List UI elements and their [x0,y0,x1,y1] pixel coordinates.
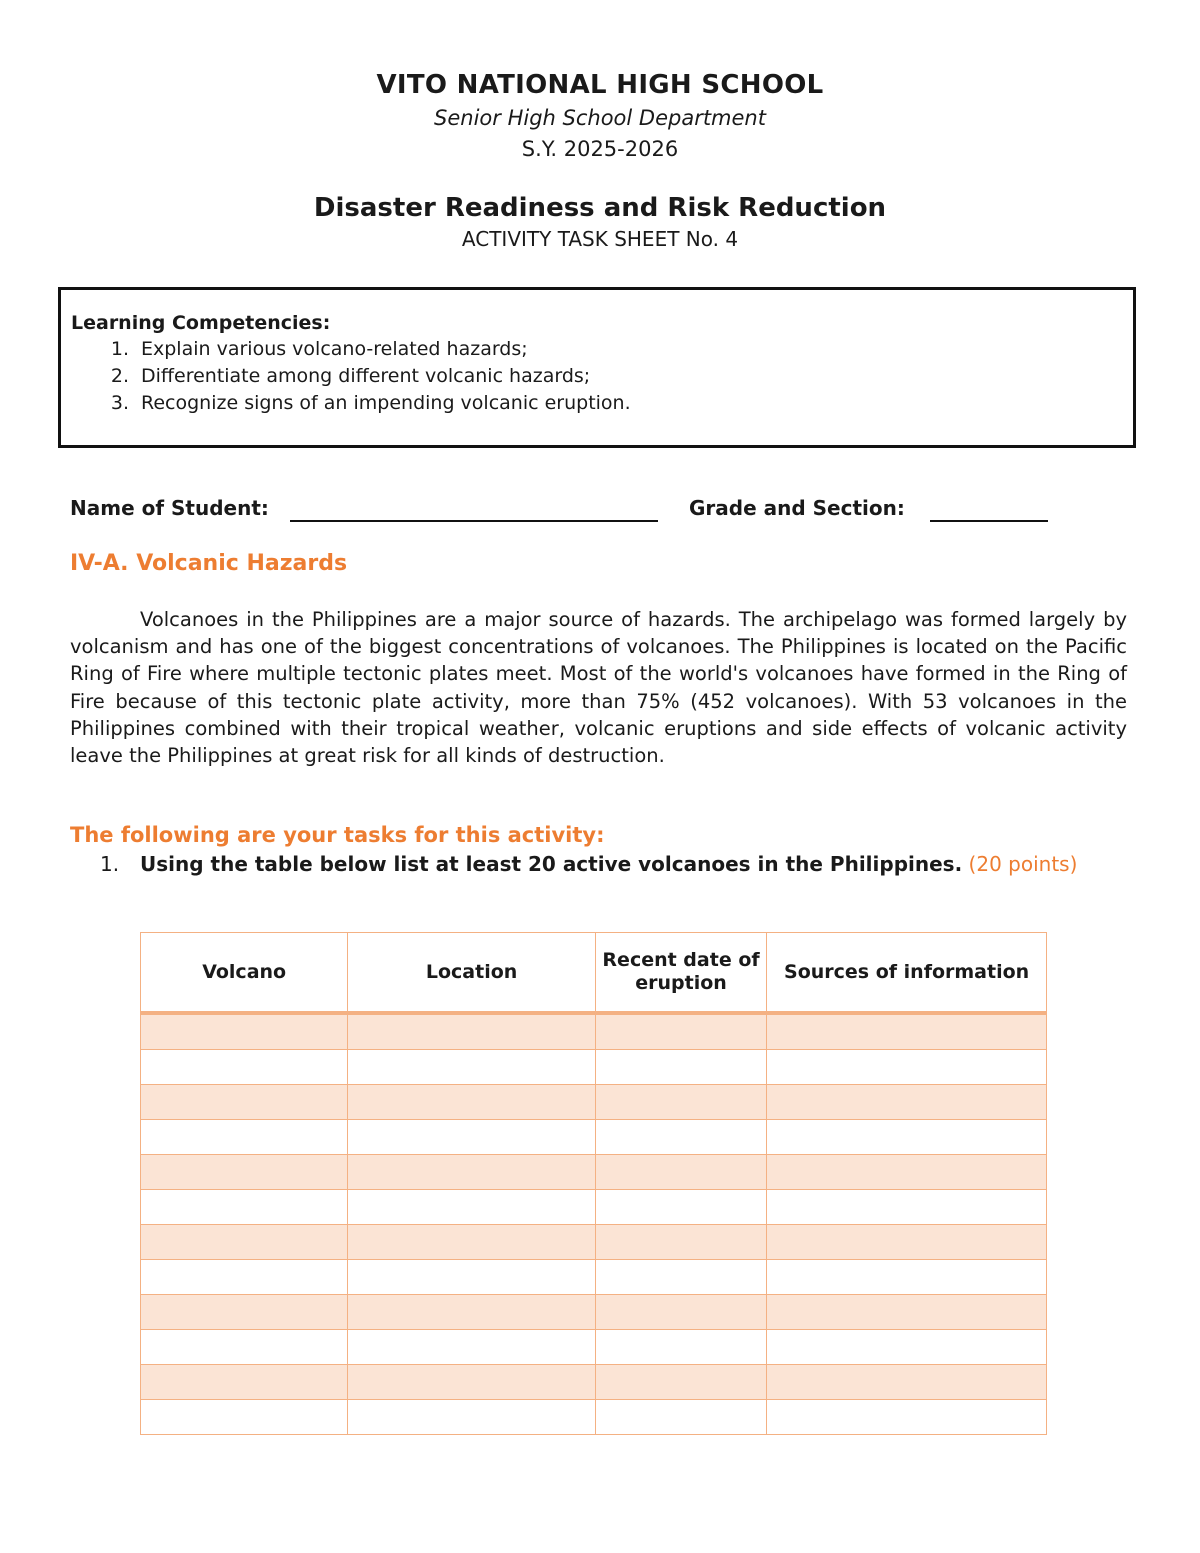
volcano-cell[interactable] [141,1260,348,1295]
table-row [141,1295,1047,1330]
school-name: VITO NATIONAL HIGH SCHOOL [376,70,824,100]
location-cell[interactable] [348,1295,596,1330]
column-header-location: Location [348,933,596,1014]
volcano-cell[interactable] [141,1155,348,1190]
grade-section-label: Grade and Section: [689,496,905,520]
volcano-cell[interactable] [141,1330,348,1365]
location-cell[interactable] [348,1330,596,1365]
location-cell[interactable] [348,1400,596,1435]
sources-cell[interactable] [767,1225,1047,1260]
volcano-table [140,932,1047,1435]
location-cell[interactable] [348,1050,596,1085]
volcano-cell[interactable] [141,1295,348,1330]
eruption-date-cell[interactable] [595,1400,766,1435]
competency-text: Differentiate among different volcanic hazards; [141,365,591,387]
table-row [141,1330,1047,1365]
competency-number: 2. [110,365,129,387]
task-body [140,851,1077,877]
task-text: Using the table below list at least 20 active volcanoes in the Philippines. [140,852,963,876]
location-cell[interactable] [348,1013,596,1050]
table-row [141,1400,1047,1435]
table-row [141,1085,1047,1120]
eruption-date-cell[interactable] [595,1295,766,1330]
competency-text: Explain various volcano-related hazards; [141,338,528,360]
competency-text: Recognize signs of an impending volcanic eruption. [141,392,631,414]
table-row [141,1120,1047,1155]
table-body [141,1013,1047,1435]
eruption-date-cell[interactable] [595,1013,766,1050]
column-header-sources: Sources of information [767,933,1047,1014]
volcano-cell[interactable] [141,1050,348,1085]
school-year: S.Y. 2025-2026 [521,137,679,161]
table-row [141,1365,1047,1400]
competencies-list [71,336,631,417]
column-header-volcano: Volcano [141,933,348,1014]
volcano-cell[interactable] [141,1085,348,1120]
table-row [141,1260,1047,1295]
location-cell[interactable] [348,1190,596,1225]
competency-item [71,336,631,363]
intro-paragraph: Volcanoes in the Philippines are a major source of hazards. The archipelago was formed largely by volcanism and has one of the biggest concentrations of volcanoes. The Philippines is located on the Pacific Ring of Fire where multiple tectonic plates meet. Most of the world's volcanoes have formed in the Ring of Fire because of this tectonic plate activity, more than 75% (452 volcanoes). With 53 volcanoes in the Philippines combined with their tropical weather, volcanic eruptions and side effects of volcanic activity leave the Philippines at great risk for all kinds of destruction. [70,608,1127,768]
sources-cell[interactable] [767,1260,1047,1295]
column-header-eruption-date: Recent date of eruption [595,933,766,1014]
volcano-cell[interactable] [141,1120,348,1155]
eruption-date-cell[interactable] [595,1085,766,1120]
subject-title: Disaster Readiness and Risk Reduction [313,193,887,223]
location-cell[interactable] [348,1225,596,1260]
eruption-date-cell[interactable] [595,1365,766,1400]
sheet-title: ACTIVITY TASK SHEET No. 4 [461,227,739,251]
competency-number: 3. [110,392,129,414]
table-row [141,1155,1047,1190]
competency-item [71,390,631,417]
table-row [141,1050,1047,1085]
sources-cell[interactable] [767,1013,1047,1050]
student-name-blank[interactable] [290,520,658,522]
table-row [141,1190,1047,1225]
eruption-date-cell[interactable] [595,1155,766,1190]
task-points: (20 points) [968,852,1078,876]
eruption-date-cell[interactable] [595,1050,766,1085]
task-item [100,851,1100,877]
student-name-label: Name of Student: [70,496,269,520]
competencies-title: Learning Competencies: [71,312,331,334]
section-heading: IV-A. Volcanic Hazards [70,551,348,576]
location-cell[interactable] [348,1120,596,1155]
table-row [141,1013,1047,1050]
volcano-cell[interactable] [141,1013,348,1050]
competency-item [71,363,631,390]
department-name: Senior High School Department [434,106,766,130]
table-header-row [141,933,1047,1014]
sources-cell[interactable] [767,1330,1047,1365]
volcano-cell[interactable] [141,1365,348,1400]
eruption-date-cell[interactable] [595,1120,766,1155]
sources-cell[interactable] [767,1155,1047,1190]
volcano-cell[interactable] [141,1190,348,1225]
sources-cell[interactable] [767,1400,1047,1435]
eruption-date-cell[interactable] [595,1330,766,1365]
eruption-date-cell[interactable] [595,1225,766,1260]
sources-cell[interactable] [767,1120,1047,1155]
eruption-date-cell[interactable] [595,1260,766,1295]
sources-cell[interactable] [767,1365,1047,1400]
sources-cell[interactable] [767,1085,1047,1120]
sources-cell[interactable] [767,1050,1047,1085]
volcano-cell[interactable] [141,1225,348,1260]
sources-cell[interactable] [767,1295,1047,1330]
competency-number: 1. [110,338,129,360]
sources-cell[interactable] [767,1190,1047,1225]
location-cell[interactable] [348,1260,596,1295]
table-row [141,1225,1047,1260]
learning-competencies-box [58,287,1136,448]
grade-section-blank[interactable] [930,520,1048,522]
location-cell[interactable] [348,1085,596,1120]
task-number: 1. [100,852,120,876]
tasks-heading: The following are your tasks for this activity: [70,823,605,847]
location-cell[interactable] [348,1365,596,1400]
eruption-date-cell[interactable] [595,1190,766,1225]
location-cell[interactable] [348,1155,596,1190]
volcano-cell[interactable] [141,1400,348,1435]
